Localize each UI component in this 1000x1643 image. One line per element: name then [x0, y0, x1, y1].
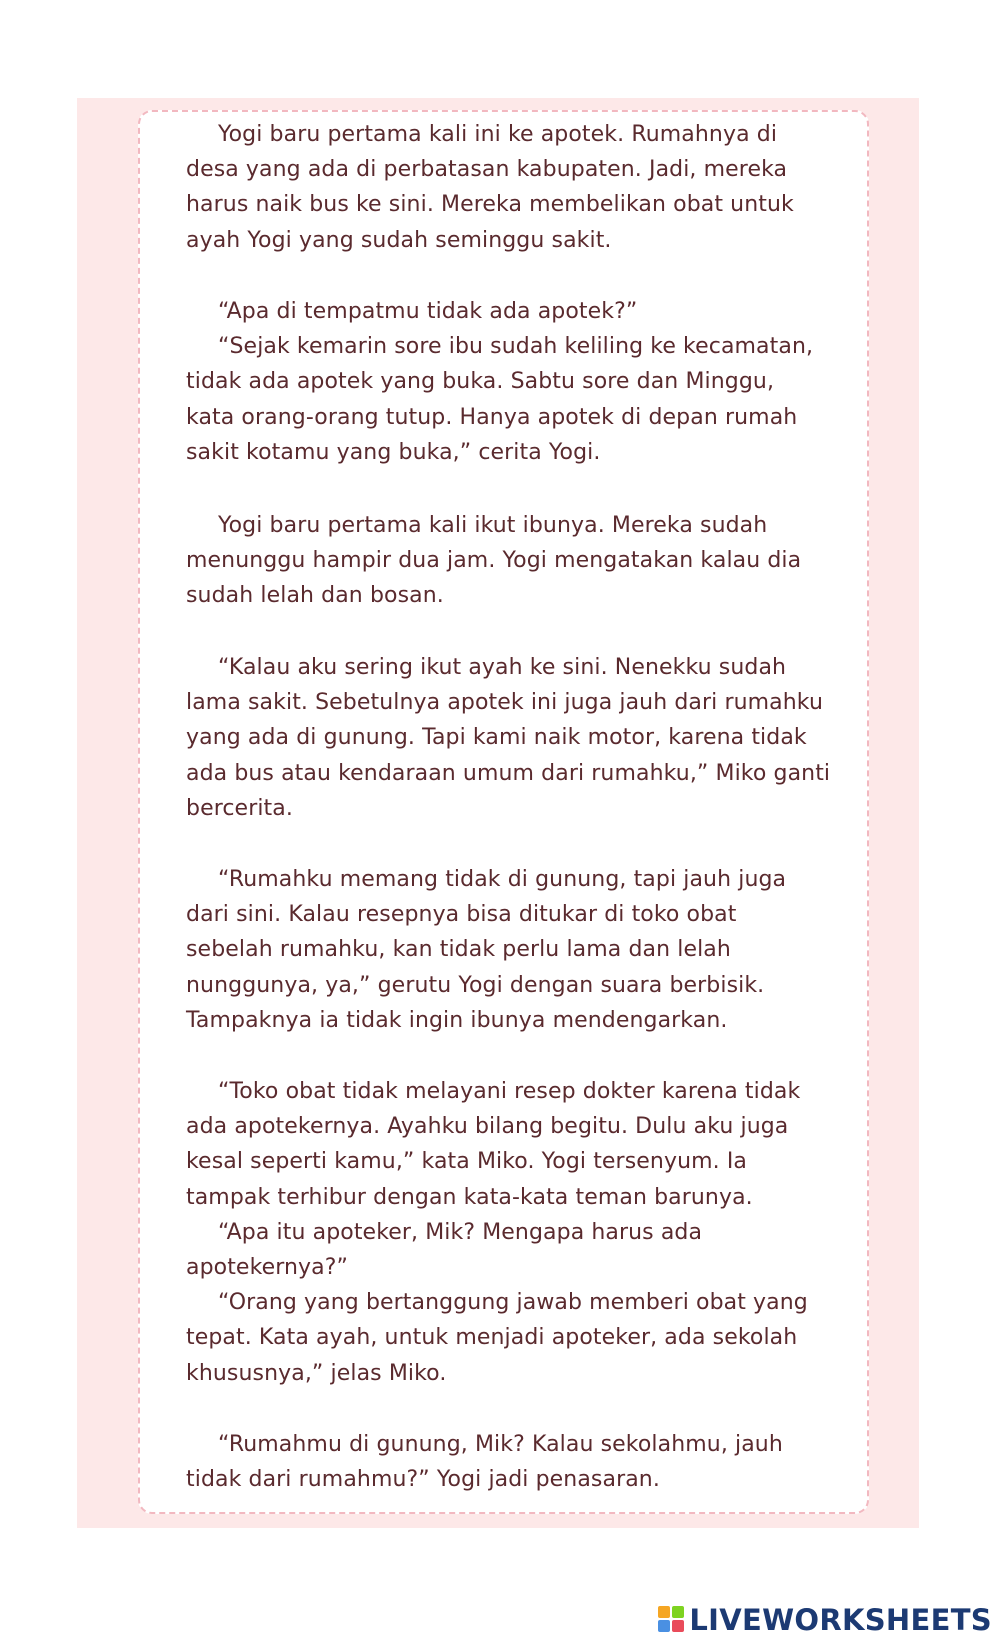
text-line: kata orang-orang tutup. Hanya apotek di depan rumah [186, 404, 798, 430]
text-line: tepat. Kata ayah, untuk menjadi apoteker, ada sekolah [186, 1325, 798, 1351]
text-line: Yogi baru pertama kali ini ke apotek. Rumahnya di [218, 122, 778, 147]
text-line: tidak ada apotek yang buka. Sabtu sore dan Minggu, [186, 369, 775, 395]
text-line: bercerita. [186, 795, 293, 821]
liveworksheets-footer[interactable] [658, 1603, 992, 1637]
text-line: desa yang ada di perbatasan kabupaten. Jadi, mereka [186, 157, 788, 183]
text-line: sakit kotamu yang buka,” cerita Yogi. [186, 439, 601, 465]
text-line: tidak dari rumahmu?” Yogi jadi penasaran. [186, 1467, 660, 1493]
text-line: sebelah rumahku, kan tidak perlu lama dan lelah [186, 937, 731, 963]
text-line: yang ada di gunung. Tapi kami naik motor, karena tidak [186, 725, 807, 751]
paragraph-3 [186, 508, 826, 614]
text-line: menunggu hampir dua jam. Yogi mengatakan kalau dia [186, 548, 802, 574]
text-line: kesal seperti kamu,” kata Miko. Yogi tersenyum. Ia [186, 1149, 747, 1175]
text-line: ada bus atau kendaraan umum dari rumahku,” Miko ganti [186, 760, 831, 786]
text-line: apotekernya?” [186, 1254, 349, 1280]
text-line: ayah Yogi yang sudah seminggu sakit. [186, 227, 612, 253]
text-line: nunggunya, ya,” gerutu Yogi dengan suara berbisik. [186, 972, 765, 998]
liveworksheets-logo-icon [658, 1606, 686, 1634]
text-line: “Rumahku memang tidak di gunung, tapi jauh juga [218, 867, 787, 892]
text-line: khususnya,” jelas Miko. [186, 1360, 447, 1386]
paragraph-4 [186, 650, 831, 826]
text-line: tampak terhibur dengan kata-kata teman barunya. [186, 1184, 753, 1210]
text-line: “Kalau aku sering ikut ayah ke sini. Nenekku sudah [218, 655, 787, 680]
text-line: “Toko obat tidak melayani resep dokter karena tidak [218, 1079, 801, 1104]
paragraph-6 [186, 1074, 826, 1391]
text-line: Tampaknya ia tidak ingin ibunya mendengarkan. [186, 1007, 728, 1033]
text-line: ada apotekernya. Ayahku bilang begitu. Dulu aku juga [186, 1114, 789, 1140]
text-line: “Apa itu apoteker, Mik? Mengapa harus ada [218, 1219, 703, 1245]
paragraph-2 [186, 294, 826, 470]
text-line: dari sini. Kalau resepnya bisa ditukar di toko obat [186, 902, 737, 928]
paragraph-1 [186, 117, 826, 258]
text-line: “Apa di tempatmu tidak ada apotek?” [218, 299, 638, 324]
text-line: “Sejak kemarin sore ibu sudah keliling ke kecamatan, [218, 334, 814, 360]
text-line: Yogi baru pertama kali ikut ibunya. Mereka sudah [218, 513, 768, 538]
paragraph-5 [186, 862, 826, 1038]
paragraph-7 [186, 1427, 826, 1497]
text-line: lama sakit. Sebetulnya apotek ini juga jauh dari rumahku [186, 690, 824, 716]
text-line: “Rumahmu di gunung, Mik? Kalau sekolahmu, jauh [218, 1432, 783, 1457]
text-line: harus naik bus ke sini. Mereka membelikan obat untuk [186, 192, 794, 218]
text-line: sudah lelah dan bosan. [186, 583, 444, 609]
text-line: “Orang yang bertanggung jawab memberi obat yang [218, 1290, 808, 1316]
liveworksheets-brand-text: LIVEWORKSHEETS [689, 1603, 992, 1637]
